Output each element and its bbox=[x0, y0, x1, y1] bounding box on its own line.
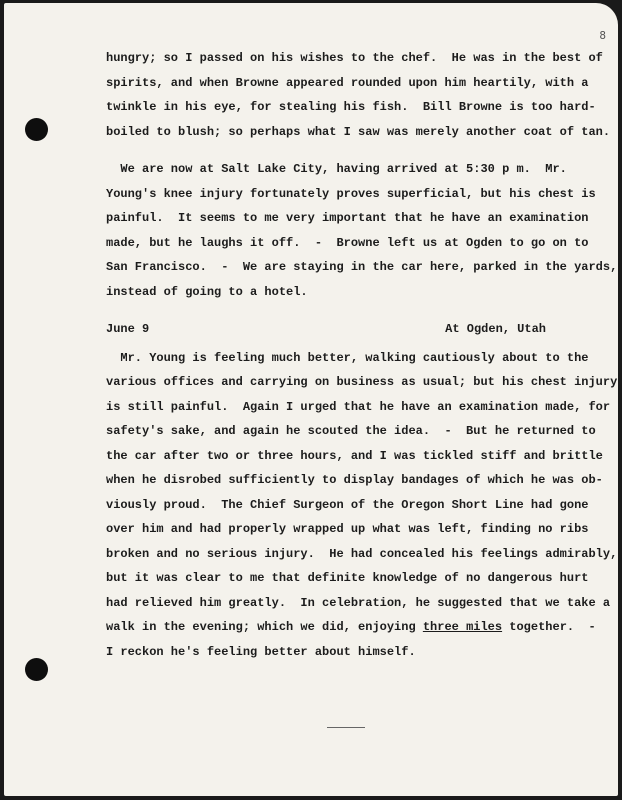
text-span: walk in the evening; which we did, enjoying bbox=[106, 620, 423, 634]
entry-place: At Ogden, Utah bbox=[445, 322, 546, 336]
entry-heading bbox=[106, 317, 546, 342]
text-line: hungry; so I passed on his wishes to the chef. He was in the best of bbox=[106, 51, 603, 65]
text-line: is still painful. Again I urged that he have an examination made, for bbox=[106, 399, 611, 414]
text-line: twinkle in his eye, for stealing his fish. Bill Browne is too hard- bbox=[106, 100, 596, 114]
text-line: when he disrobed sufficiently to display bandages of which he was ob- bbox=[106, 473, 603, 487]
text-line: viously proud. The Chief Surgeon of the Oregon Short Line had gone bbox=[106, 497, 589, 512]
text-line: San Francisco. - We are staying in the car here, parked in the yards, bbox=[106, 260, 618, 274]
binder-hole-top bbox=[25, 118, 48, 141]
paragraph-ogden bbox=[106, 346, 618, 665]
text-line: the car after two or three hours, and I was tickled stiff and brittle bbox=[106, 448, 603, 463]
text-line: had relieved him greatly. In celebration, he suggested that we take a bbox=[106, 595, 611, 610]
underlined-phrase: three miles bbox=[422, 620, 503, 634]
text-line bbox=[106, 615, 606, 640]
text-span: together. - bbox=[502, 620, 596, 634]
text-line: made, but he laughs it off. - Browne left us at Ogden to go on to bbox=[106, 235, 589, 250]
text-line: We are now at Salt Lake City, having arrived at 5:30 p m. Mr. bbox=[106, 162, 567, 176]
entry-date: June 9 bbox=[106, 322, 150, 336]
paragraph-continuation bbox=[106, 46, 611, 144]
text-line: instead of going to a hotel. bbox=[106, 284, 308, 299]
end-rule bbox=[327, 727, 365, 728]
text-line: over him and had properly wrapped up what was left, finding no ribs bbox=[106, 522, 589, 536]
diary-text bbox=[106, 46, 618, 664]
binder-hole-bottom bbox=[25, 658, 48, 681]
paragraph-salt-lake bbox=[106, 157, 618, 304]
text-line: I reckon he's feeling better about himself. bbox=[106, 644, 416, 659]
page-number: 8 bbox=[599, 29, 606, 42]
typed-page bbox=[4, 3, 618, 796]
text-line: boiled to blush; so perhaps what I saw was merely another coat of tan. bbox=[106, 124, 611, 139]
text-line: safety's sake, and again he scouted the idea. - But he returned to bbox=[106, 424, 596, 438]
text-line: broken and no serious injury. He had concealed his feelings admirably, bbox=[106, 546, 618, 561]
text-line: Mr. Young is feeling much better, walking cautiously about to the bbox=[106, 350, 589, 365]
text-line: spirits, and when Browne appeared rounded upon him heartily, with a bbox=[106, 75, 589, 90]
text-line: Young's knee injury fortunately proves superficial, but his chest is bbox=[106, 186, 596, 201]
text-line: but it was clear to me that definite knowledge of no dangerous hurt bbox=[106, 571, 589, 585]
text-line: painful. It seems to me very important that he have an examination bbox=[106, 211, 589, 225]
text-line: various offices and carrying on business as usual; but his chest injury bbox=[106, 375, 618, 389]
